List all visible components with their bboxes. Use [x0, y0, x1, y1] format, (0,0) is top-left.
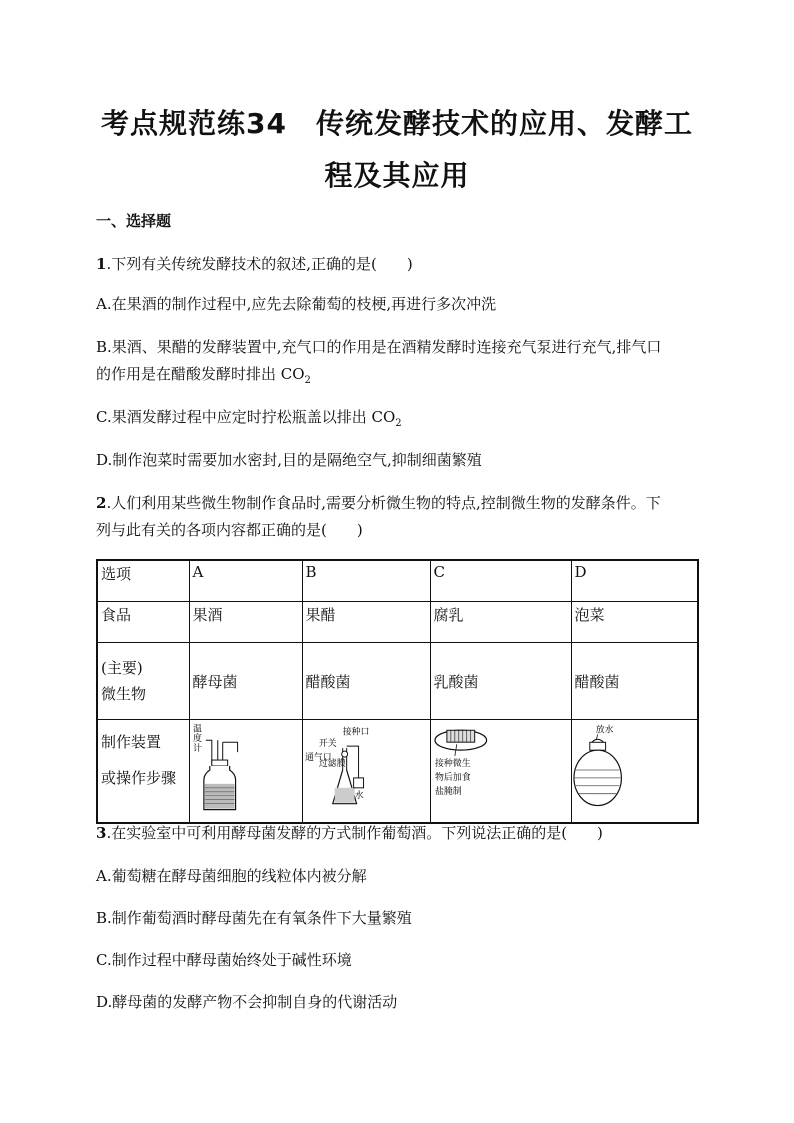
liquid-icon [334, 788, 354, 803]
valve-icon [341, 751, 347, 757]
q1-number: 1 [96, 255, 107, 273]
title-line-2: 程及其应用 [324, 159, 470, 192]
table-cell: 选项 [97, 560, 189, 602]
figure-label: 水 [354, 790, 364, 801]
q3-option-d: D.酵母菌的发酵产物不会抑制自身的代谢活动 [96, 993, 398, 1011]
row-label-line2: 或操作步骤 [101, 769, 177, 787]
table-cell: 果醋 [302, 602, 430, 643]
stopper-icon [211, 760, 227, 766]
figure-label: 通气口 [304, 753, 332, 764]
table-cell [97, 720, 189, 824]
title-line-1: 考点规范练34 传统发酵技术的应用、发酵工 [101, 107, 693, 140]
q1-option-b-line1: B.果酒、果醋的发酵装置中,充气口的作用是在酒精发酵时连接充气泵进行充气,排气口 [96, 338, 662, 356]
q3-stem-text: .在实验室中可利用酵母菌发酵的方式制作葡萄酒。下列说法正确的是( ) [106, 824, 603, 842]
q2-stem-line2: 列与此有关的各项内容都正确的是( ) [96, 521, 363, 539]
tofu-dish-figure [431, 720, 571, 814]
subscript-2: 2 [304, 375, 311, 386]
aeration-flask-figure [303, 720, 430, 814]
figure-label: 过滤膜 [318, 759, 346, 770]
table-cell: A [189, 560, 302, 602]
page-title [60, 98, 734, 202]
figure-label: 盐腌制 [434, 786, 462, 797]
figure-label: 物后加食 [434, 772, 471, 783]
table-cell: 食品 [97, 602, 189, 643]
subscript-2: 2 [395, 418, 402, 429]
table-cell [189, 720, 302, 824]
table-cell: C [430, 560, 571, 602]
tube-icon [222, 742, 237, 752]
table-row [97, 560, 698, 602]
q2-stem-line1 [96, 493, 661, 513]
table-cell: D [571, 560, 698, 602]
figure-label: 接种微生 [434, 759, 471, 770]
q1-option-d: D.制作泡菜时需要加水密封,目的是隔绝空气,抑制细菌繁殖 [96, 451, 482, 469]
figure-label: 计 [192, 744, 202, 755]
table-row [97, 720, 698, 824]
table-cell: 腐乳 [430, 602, 571, 643]
q2-table [96, 559, 699, 824]
row-label-line1: 制作装置 [101, 733, 162, 751]
row-label-line2: 微生物 [101, 685, 147, 703]
figure-label: 度 [192, 734, 202, 745]
table-row [97, 643, 698, 720]
table-row [97, 602, 698, 643]
q2-number: 2 [96, 494, 107, 512]
q1-option-b-line2 [96, 364, 311, 391]
row-label-line1: (主要) [101, 659, 143, 677]
figure-label: 温 [192, 724, 202, 735]
table-cell [430, 720, 571, 824]
q1-stem-text: .下列有关传统发酵技术的叙述,正确的是( ) [106, 255, 413, 273]
q3-option-a: A.葡萄糖在酵母菌细胞的线粒体内被分解 [96, 867, 367, 885]
figure-label: 开关 [318, 739, 337, 750]
pointer-line [205, 740, 211, 765]
figure-label: 接种口 [342, 727, 369, 738]
table-cell: 泡菜 [571, 602, 698, 643]
q2-stem-text: .人们利用某些微生物制作食品时,需要分析微生物的特点,控制微生物的发酵条件。下 [106, 494, 661, 512]
table-cell: 酵母菌 [189, 643, 302, 720]
table-cell: 醋酸菌 [571, 643, 698, 720]
q3-stem [96, 823, 603, 843]
pickle-jar-figure [572, 720, 698, 814]
q1-stem [96, 254, 413, 274]
water-bottle-icon [353, 778, 363, 788]
section-heading: 一、选择题 [96, 212, 172, 230]
q1-option-c [96, 407, 402, 434]
table-cell: 乳酸菌 [430, 643, 571, 720]
q1-option-c-text: C.果酒发酵过程中应定时拧松瓶盖以排出 CO [96, 408, 396, 426]
q3-option-b: B.制作葡萄酒时酵母菌先在有氧条件下大量繁殖 [96, 909, 412, 927]
q1-option-b-text: 的作用是在醋酸发酵时排出 CO [96, 365, 305, 383]
q3-number: 3 [96, 824, 107, 842]
table-cell [97, 643, 189, 720]
table-cell: 果酒 [189, 602, 302, 643]
figure-label: 放水 [595, 725, 613, 736]
table-cell: B [302, 560, 430, 602]
fermentation-bottle-figure [190, 720, 302, 814]
q3-option-c: C.制作过程中酵母菌始终处于碱性环境 [96, 951, 352, 969]
q1-option-a: A.在果酒的制作过程中,应先去除葡萄的枝梗,再进行多次冲洗 [96, 295, 497, 313]
table-cell [571, 720, 698, 824]
jar-neck-icon [589, 742, 605, 750]
table-cell [302, 720, 430, 824]
table-cell: 醋酸菌 [302, 643, 430, 720]
